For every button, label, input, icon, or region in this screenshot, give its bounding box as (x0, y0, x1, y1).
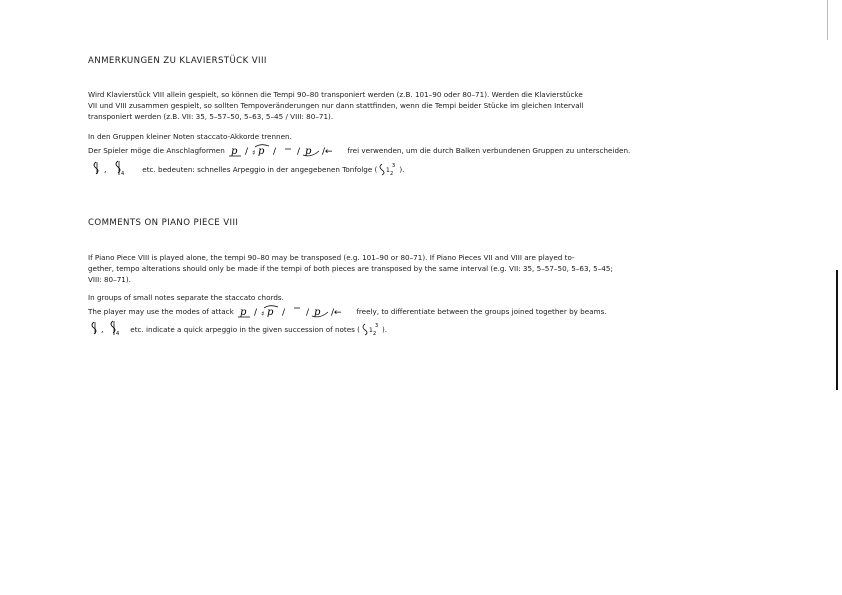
english-attack-outro: freely, to differentiate between the groups joined together by beams. (356, 307, 607, 316)
english-line-6 (88, 320, 387, 336)
english-attack-intro: The player may use the modes of attack (88, 307, 234, 316)
german-line-2: VII und VIII zusammen gespielt, so sollten Tempoveränderungen nur dann stattfinden, wenn die Tempi beider Stücke im gleichen Intervall (88, 101, 584, 110)
english-close-paren: ). (381, 325, 388, 334)
svg-text:p: p (258, 146, 265, 157)
german-heading: ANMERKUNGEN ZU KLAVIERSTÜCK VIII (88, 56, 267, 66)
svg-text:4: 4 (116, 331, 120, 336)
svg-text:p: p (267, 307, 274, 318)
arpeggio-order-icon (360, 325, 382, 334)
attack-modes-icon (227, 146, 347, 155)
svg-text:/: / (297, 147, 301, 157)
german-attack-intro: Der Spieler möge die Anschlagformen (88, 146, 225, 155)
english-arpeggio-text: etc. indicate a quick arpeggio in the given succession of notes ( (130, 325, 360, 334)
page-edge-mark (836, 270, 838, 390)
english-line-1: If Piano Piece VIII is played alone, the tempi 90–80 may be transposed (e.g. 101–90 or 80–71). If Piano Pieces VII and VIII are played to- (88, 253, 575, 262)
german-arpeggio-text: etc. bedeuten: schnelles Arpeggio in der angegebenen Tonfolge ( (142, 165, 378, 174)
attack-modes-icon (236, 307, 356, 316)
german-line-3: transponiert werden (z.B. VII: 35, 5–57–50, 5–63, 5–45 / VIII: 80–71). (88, 112, 334, 121)
svg-text:/: / (306, 308, 310, 318)
svg-text:/: / (273, 147, 277, 157)
svg-text:/: / (254, 308, 258, 318)
svg-text:p: p (314, 307, 321, 318)
english-line-2: gether, tempo alterations should only be made if the tempi of both pieces are transposed by the same interval (e.g. VII: 35, 5–57–50, 5–63, 5–45; (88, 264, 613, 273)
svg-text:3: 3 (374, 323, 379, 329)
svg-text:/←: /← (322, 147, 333, 157)
english-line-4: In groups of small notes separate the staccato chords. (88, 293, 284, 302)
svg-text:p: p (240, 307, 247, 318)
svg-text:2: 2 (372, 331, 377, 336)
english-line-3: VIII: 80–71). (88, 275, 131, 284)
svg-text:♯: ♯ (252, 149, 256, 157)
svg-text:1: 1 (368, 327, 373, 334)
svg-text:/←: /← (331, 308, 342, 318)
arpeggio-order-icon (377, 165, 399, 174)
german-line-6 (88, 160, 404, 176)
svg-text:,: , (104, 165, 107, 174)
svg-text:p: p (305, 146, 312, 157)
arpeggio-symbols-icon (88, 165, 142, 174)
svg-text:3: 3 (392, 163, 396, 169)
english-heading: COMMENTS ON PIANO PIECE VIII (88, 218, 239, 228)
german-line-1: Wird Klavierstück VIII allein gespielt, so können die Tempi 90–80 transponiert werden (z.B. 101–90 oder 80–71). Werden die Klavierstücke (88, 90, 583, 99)
english-line-5 (88, 304, 607, 318)
svg-text:2: 2 (390, 171, 394, 176)
german-line-5 (88, 143, 630, 157)
german-attack-outro: frei verwenden, um die durch Balken verbundenen Gruppen zu unterscheiden. (347, 146, 631, 155)
german-close-paren: ). (399, 165, 405, 174)
svg-text:1: 1 (386, 167, 391, 174)
svg-text:p: p (231, 146, 238, 157)
page-edge-line (827, 0, 828, 40)
svg-text:/: / (282, 308, 286, 318)
svg-text:4: 4 (121, 171, 125, 176)
arpeggio-symbols-icon (88, 325, 130, 334)
svg-text:,: , (101, 325, 104, 334)
svg-text:♯: ♯ (261, 310, 265, 318)
german-line-4: In den Gruppen kleiner Noten staccato-Akkorde trennen. (88, 132, 292, 141)
svg-text:/: / (245, 147, 249, 157)
